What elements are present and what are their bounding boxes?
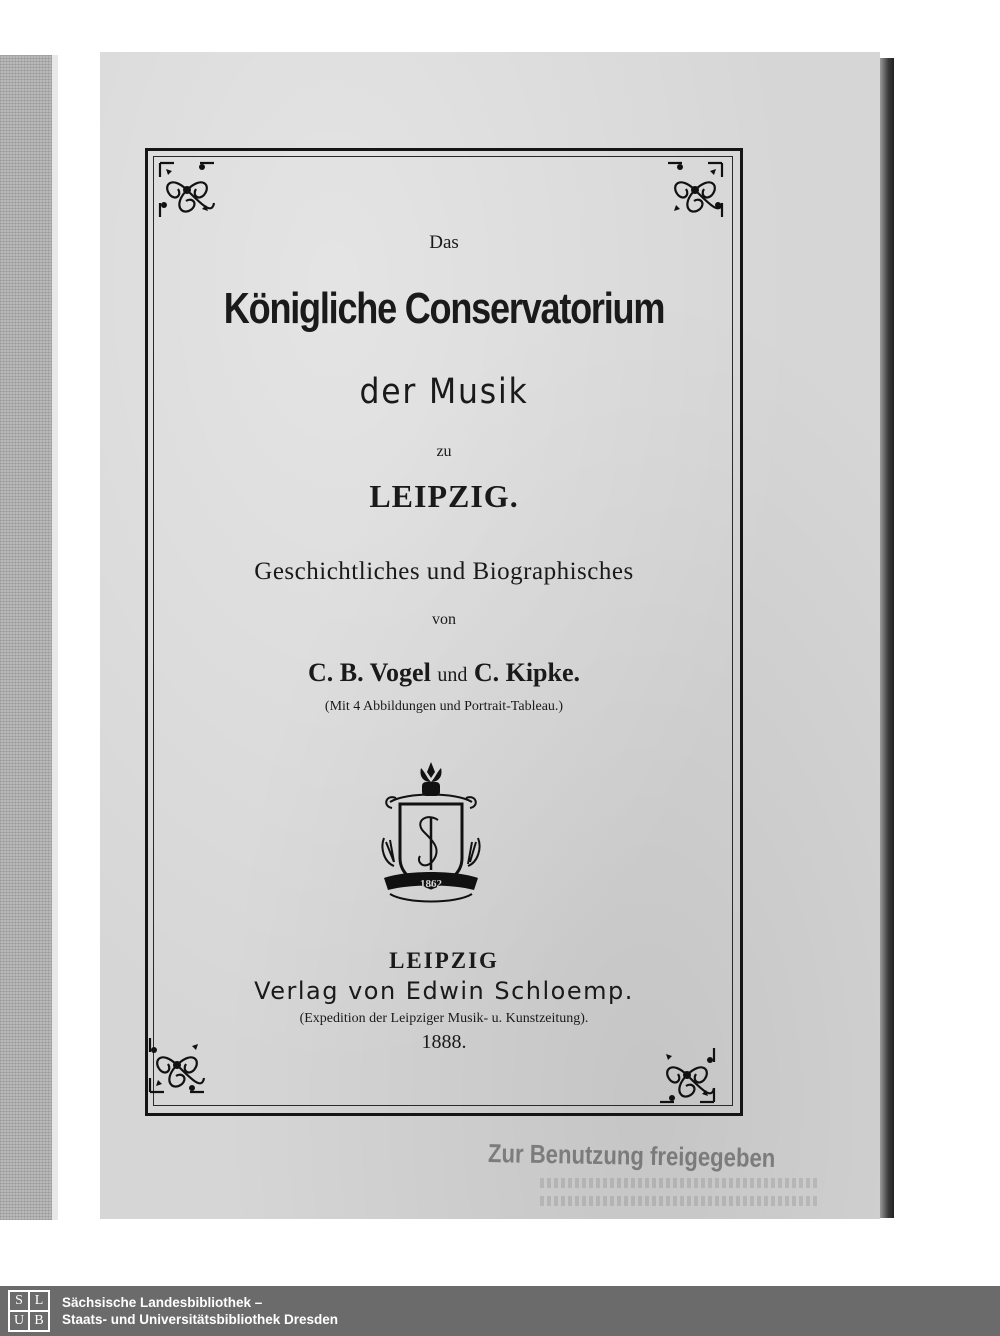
logo-letter: B [29, 1311, 49, 1331]
logo-letter: S [9, 1291, 29, 1311]
library-stamp: Zur Benutzung freigegeben [487, 1138, 776, 1174]
spine-edge [52, 55, 58, 1220]
library-footer [0, 1286, 1000, 1336]
subtitle: der Musik [359, 372, 529, 412]
conservatory-emblem [376, 758, 486, 908]
slub-logo [8, 1290, 50, 1332]
footer-text [62, 1294, 338, 1328]
page-edge-shadow [880, 58, 894, 1218]
publication-year: 1888. [421, 1031, 467, 1053]
preposition-von: von [432, 611, 456, 628]
stamp-faded-lines [540, 1178, 820, 1218]
description: Geschichtliches und Biographisches [254, 558, 634, 585]
book-spine [0, 55, 54, 1220]
logo-letter: L [29, 1291, 49, 1311]
authors [145, 658, 743, 688]
main-title: Königliche Conservatorium [223, 284, 665, 333]
corner-ornament-top-right [660, 155, 730, 225]
preposition-zu: zu [436, 443, 452, 460]
logo-letter: U [9, 1311, 29, 1331]
city-name: LEIPZIG. [369, 478, 519, 514]
conjunction-und: und [437, 664, 468, 686]
publisher-city: LEIPZIG [389, 948, 499, 973]
footer-line-2: Staats- und Universitätsbibliothek Dresden [62, 1312, 339, 1327]
author-vogel: C. B. Vogel [308, 658, 431, 687]
corner-ornament-top-left [152, 155, 222, 225]
author-kipke: C. Kipke. [473, 658, 580, 687]
publisher: Verlag von Edwin Schloemp. [254, 977, 634, 1005]
expedition-note: (Expedition der Leipziger Musik- u. Kunstzeitung). [299, 1011, 589, 1026]
illustrations-note: (Mit 4 Abbildungen und Portrait-Tableau.) [324, 699, 564, 714]
title-article: Das [429, 232, 459, 253]
emblem-year: 1862 [420, 878, 442, 890]
footer-line-1: Sächsische Landesbibliothek – [62, 1295, 263, 1310]
